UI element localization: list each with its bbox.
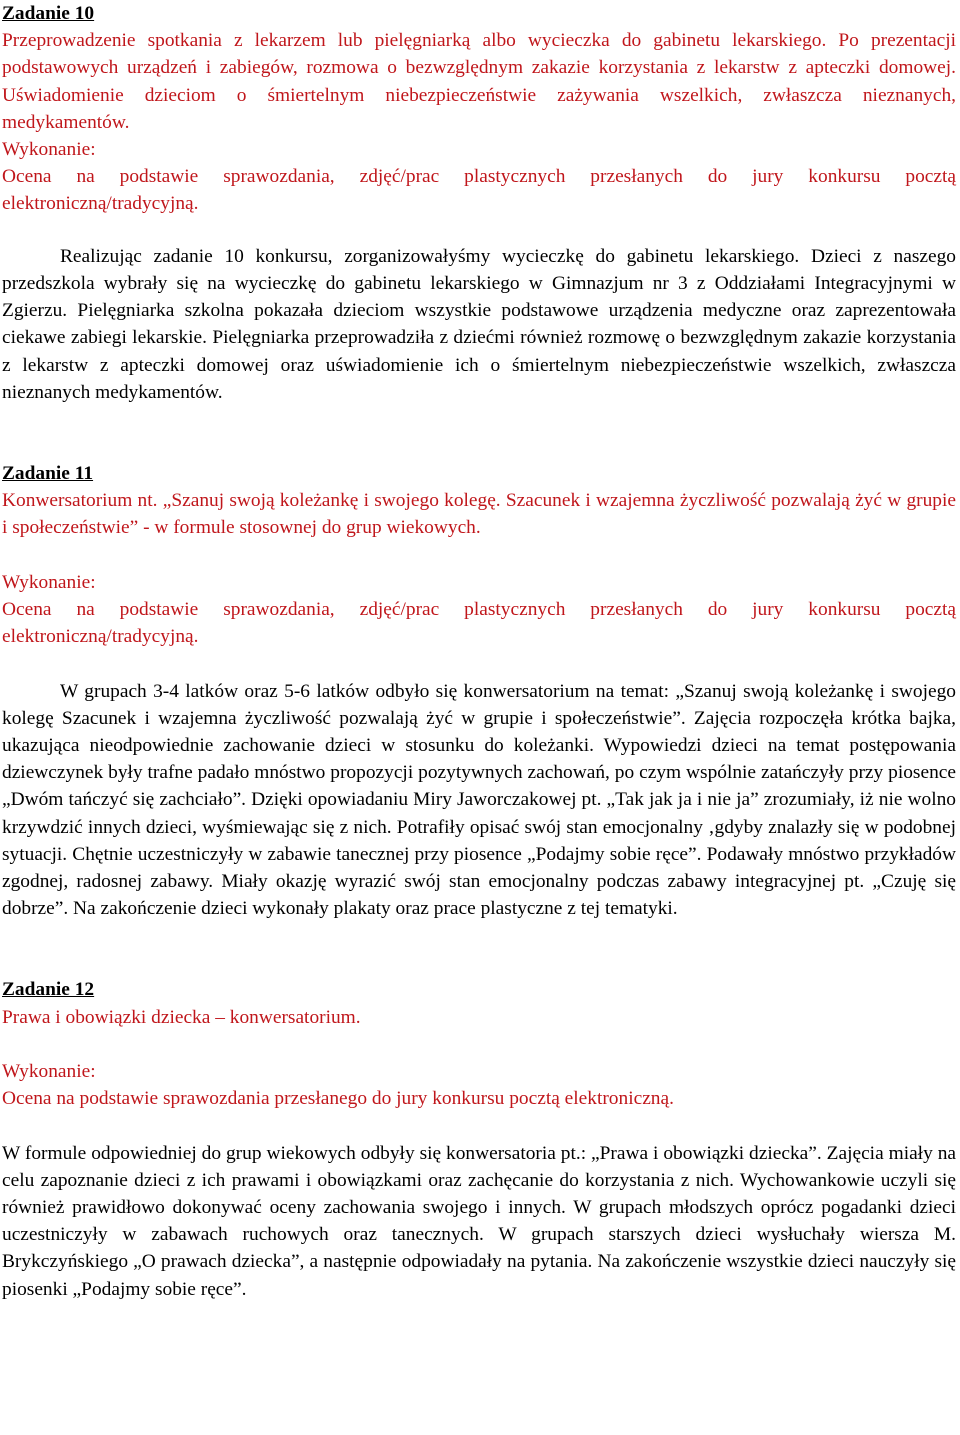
task-10-report: Realizując zadanie 10 konkursu, zorganizowałyśmy wycieczkę do gabinetu lekarskiego. Dzieci z naszego przedszkola wybrały się na wycieczkę do gabinetu lekarskiego w Gimnazjum nr 3 z Oddziałami Integracyjnymi w Zgierzu. Pielęgniarka szkolna pokazała dzieciom wszystkie podstawowe urządzenia medyczne oraz zaprezentowała ciekawe zabiegi lekarskie. Pielęgniarka przeprowadziła z dziećmi również rozmowę o bezwzględnym zakazie korzystania z lekarstw z apteczki domowej oraz uświadomienie ich o śmiertelnym niebezpieczeństwie wszelkich, zwłaszcza nieznanych medykamentów. — [2, 245, 956, 403]
task-10-section — [2, 0, 956, 406]
task-12-section — [2, 976, 956, 1302]
document-page — [2, 0, 956, 1303]
task-12-report: W formule odpowiedniej do grup wiekowych odbyły się konwersatoria pt.: „Prawa i obowiązki dziecka”. Zajęcia miały na celu zapoznanie dzieci z ich prawami i obowiązkami oraz zachęcanie do korzystania z nich. Wychowankowie uczyli się również prawidłowo dokonywać oceny zachowania swojego i innych. W grupach młodszych oprócz pogadanki dzieci uczestniczyły w zabawach ruchowych oraz tanecznych. W grupach starszych dzieci wysłuchały wiersza M. Brykczyńskiego „O prawach dziecka”, a następnie odpowiadały na pytania. Na zakończenie wszystkie dzieci nauczyły się piosenki „Podajmy sobie ręce”. — [2, 1142, 956, 1300]
task-10-title: Zadanie 10 — [2, 3, 95, 24]
task-11-title: Zadanie 11 — [2, 463, 94, 485]
task-11-assessment: Ocena na podstawie sprawozdania, zdjęć/prac plastycznych przesłanych do jury konkursu pocztą elektroniczną/tradycyjną. — [2, 599, 956, 648]
task-12-assessment: Ocena na podstawie sprawozdania przesłanego do jury konkursu pocztą elektroniczną. — [2, 1088, 674, 1110]
task-11-topic: Konwersatorium nt. „Szanuj swoją koleżankę i swojego kolegę. Szacunek i wzajemna życzliwość pozwalają żyć w grupie i społeczeństwie” - w formule stosownej do grup wiekowych. — [2, 490, 956, 539]
task-10-assessment: Ocena na podstawie sprawozdania, zdjęć/prac plastycznych przesłanych do jury konkursu pocztą elektroniczną/tradycyjną. — [2, 166, 956, 215]
task-11-report: W grupach 3-4 latków oraz 5-6 latków odbyło się konwersatorium na temat: „Szanuj swoją koleżankę i swojego kolegę Szacunek i wzajemna życzliwość pozwalają żyć w grupie i społeczeństwie”. Zajęcia rozpoczęła krótka bajka, ukazująca nieodpowiednie zachowanie dzieci w stosunku do koleżanki. Wypowiedzi dzieci na temat postępowania dziewczynek były trafne padało mnóstwo propozycji pozytywnych zachowań, po czym wspólnie zatańczyły przy piosence „Dwóm tańczyć się zachciało”. Dzięki opowiadaniu Miry Jaworczakowej pt. „Tak jak ja i nie ja” zrozumiały, iż nie wolno krzywdzić innych dzieci, wyśmiewając się z nich. Potrafiły opisać swój stan emocjonalny ‚gdyby znalazły się w podobnej sytuacji. Chętnie uczestniczyły w zabawie tanecznej przy piosence „Podajmy sobie ręce”. Podawały mnóstwo przykładów zgodnej, radosnej zabawy. Miały okazję wyrazić swój stan emocjonalny podczas zabawy integracyjnej pt. „Czuję się dobrze”. Na zakończenie dzieci wykonały plakaty oraz prace plastyczne z tej tematyki. — [2, 680, 956, 920]
task-12-title: Zadanie 12 — [2, 979, 95, 1001]
task-11-section — [2, 460, 956, 922]
task-11-wykonanie-label: Wykonanie: — [2, 571, 96, 593]
task-10-topic: Przeprowadzenie spotkania z lekarzem lub pielęgniarką albo wycieczka do gabinetu lekarskiego. Po prezentacji podstawowych urządzeń i zabiegów, rozmowa o bezwzględnym zakazie korzystania z lekarstw z apteczki domowej. Uświadomienie dzieciom o śmiertelnym niebezpieczeństwie zażywania wszelkich, zwłaszcza nieznanych, medykamentów. — [2, 30, 956, 133]
task-10-wykonanie-label: Wykonanie: — [2, 139, 96, 161]
task-12-wykonanie-label: Wykonanie: — [2, 1061, 96, 1083]
task-12-topic: Prawa i obowiązki dziecka – konwersatorium. — [2, 1006, 361, 1028]
